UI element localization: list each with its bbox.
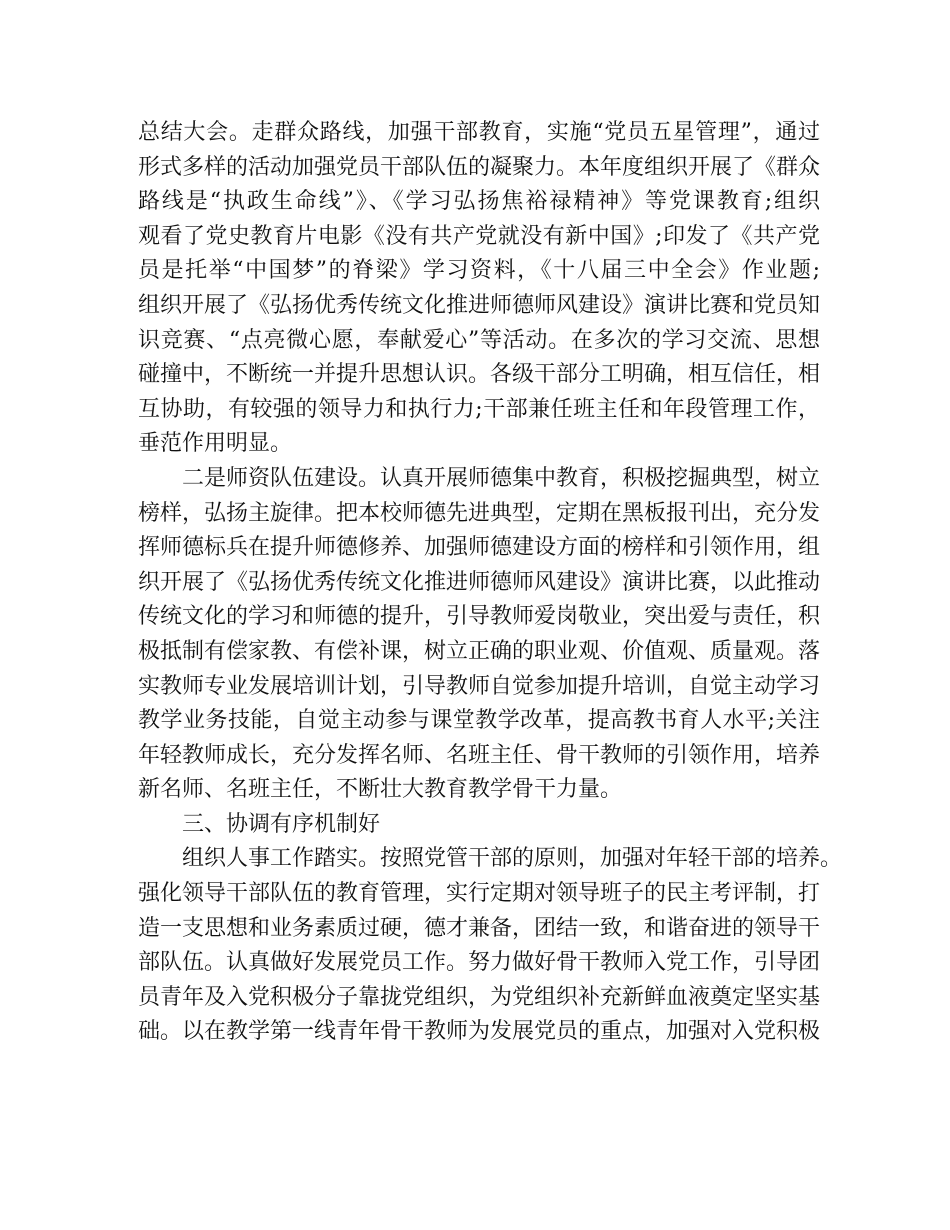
text-line: 组织人事工作踏实。按照党管干部的原则，加强对年轻干部的培养。	[182, 846, 843, 872]
text-line: 强化领导干部队伍的教育管理，实行定期对领导班子的民主考评制，打	[138, 881, 821, 907]
text-line: 三、协调有序机制好	[182, 811, 381, 837]
text-line: 部队伍。认真做好发展党员工作。努力做好骨干教师入党工作，引导团	[138, 950, 821, 976]
text-line: 础。以在教学第一线青年骨干教师为发展党员的重点，加强对入党积极	[138, 1019, 821, 1045]
text-line: 极抵制有偿家教、有偿补课，树立正确的职业观、价值观、质量观。落	[138, 638, 821, 664]
text-line: 挥师德标兵在提升师德修养、加强师德建设方面的榜样和引领作用，组	[138, 535, 821, 561]
text-line: 实教师专业发展培训计划，引导教师自觉参加提升培训，自觉主动学习	[138, 673, 821, 699]
text-line: 组织开展了《弘扬优秀传统文化推进师德师风建设》演讲比赛和党员知	[138, 292, 821, 318]
text-line: 互协助，有较强的领导力和执行力;干部兼任班主任和年段管理工作，	[138, 396, 820, 422]
text-line: 识竞赛、“点亮微心愿，奉献爱心”等活动。在多次的学习交流、思想	[138, 327, 820, 353]
text-line: 榜样，弘扬主旋律。把本校师德先进典型，定期在黑板报刊出，充分发	[138, 500, 821, 526]
text-line: 总结大会。走群众路线，加强干部教育，实施“党员五星管理”，通过	[138, 120, 820, 145]
text-line: 造一支思想和业务素质过硬，德才兼备，团结一致，和谐奋进的领导干	[138, 915, 821, 941]
text-line: 年轻教师成长，充分发挥名师、名班主任、骨干教师的引领作用，培养	[138, 742, 821, 768]
text-line: 路线是“执政生命线”》、《学习弘扬焦裕禄精神》等党课教育;组织	[138, 189, 820, 215]
text-line: 垂范作用明显。	[138, 431, 293, 457]
text-line: 形式多样的活动加强党员干部队伍的凝聚力。本年度组织开展了《群众	[138, 154, 821, 180]
text-line: 碰撞中，不断统一并提升思想认识。各级干部分工明确，相互信任，相	[138, 362, 821, 388]
text-line: 二是师资队伍建设。认真开展师德集中教育，积极挖掘典型，树立	[182, 465, 821, 491]
text-line: 员青年及入党积极分子靠拢党组织，为党组织补充新鲜血液奠定坚实基	[138, 984, 821, 1010]
document-body	[138, 116, 843, 1050]
text-line: 新名师、名班主任，不断壮大教育教学骨干力量。	[138, 777, 623, 803]
text-line: 教学业务技能，自觉主动参与课堂教学改革，提高教书育人水平;关注	[138, 708, 820, 734]
text-line: 传统文化的学习和师德的提升，引导教师爱岗敬业，突出爱与责任，积	[138, 604, 821, 630]
text-line: 织开展了《弘扬优秀传统文化推进师德师风建设》演讲比赛，以此推动	[138, 569, 821, 595]
text-line: 观看了党史教育片电影《没有共产党就没有新中国》;印发了《共产党	[138, 223, 820, 249]
text-line: 员是托举“中国梦”的脊梁》学习资料，《十八届三中全会》作业题;	[138, 258, 820, 284]
